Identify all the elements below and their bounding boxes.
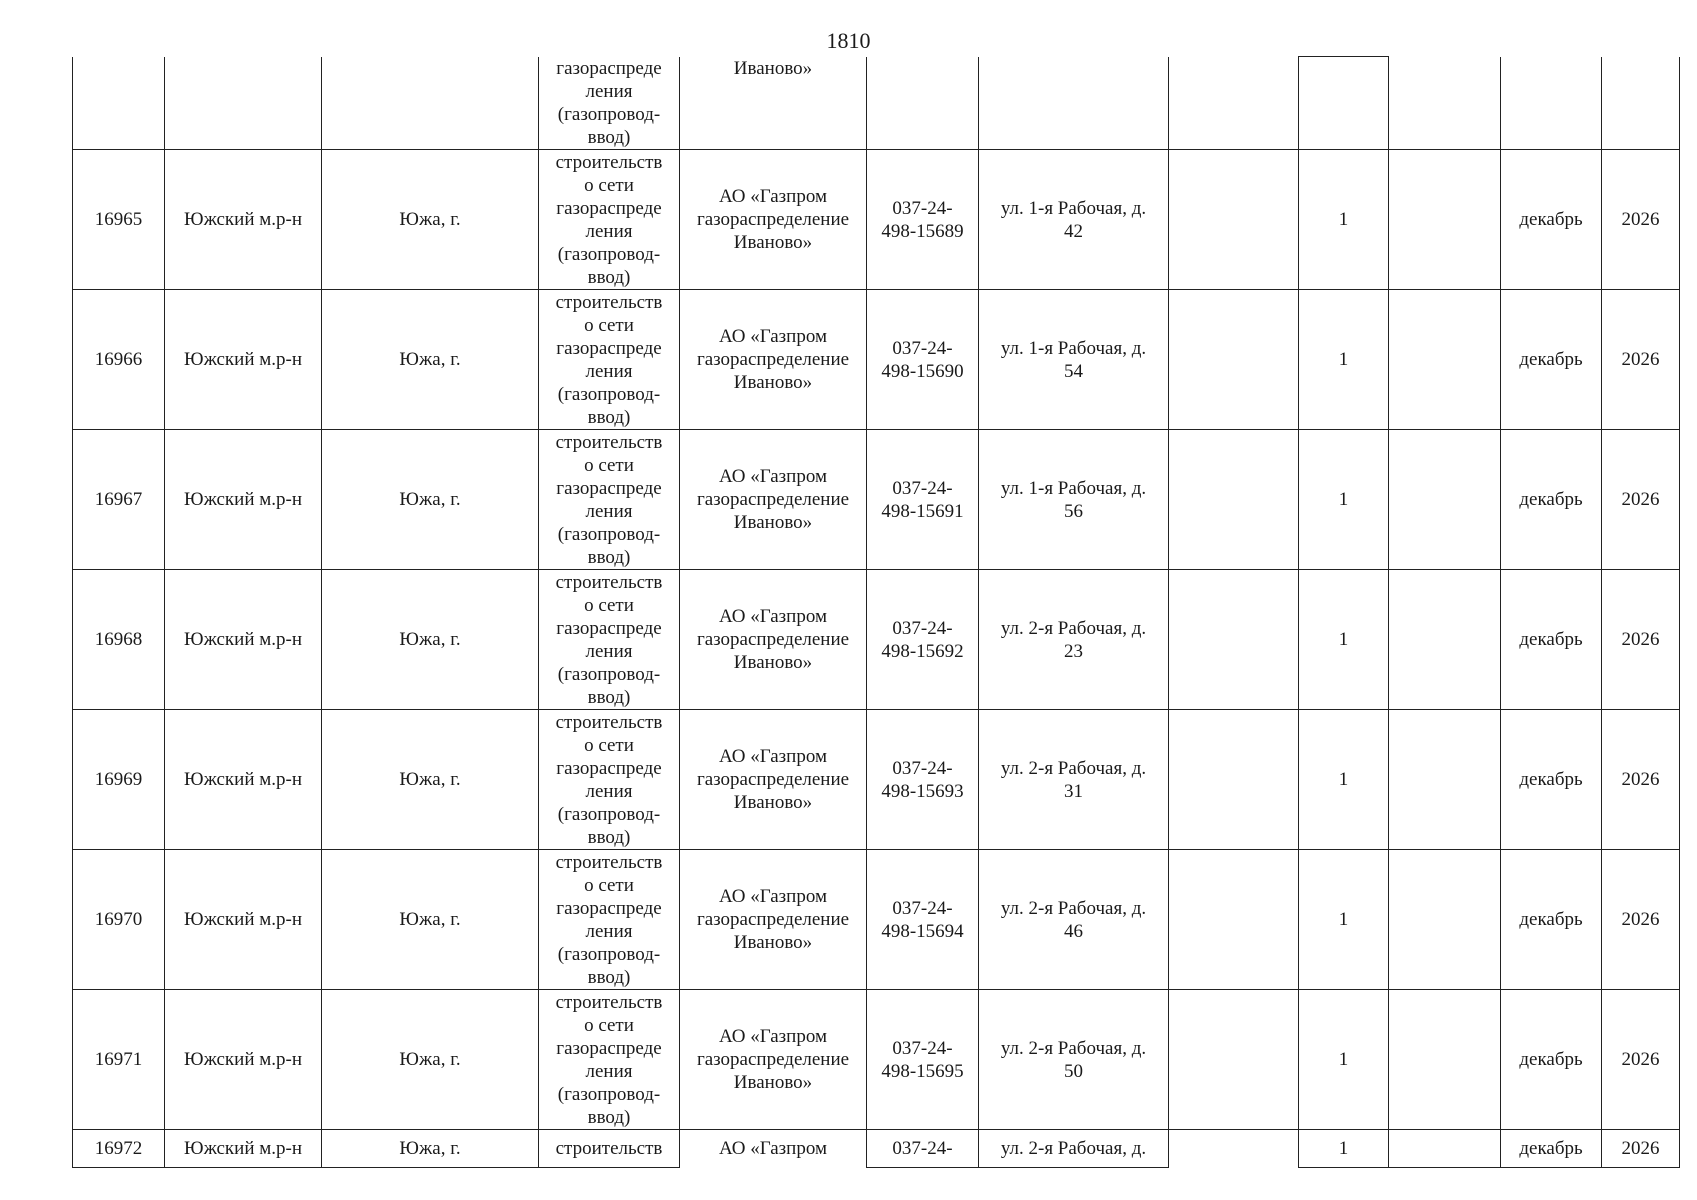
- cell-num: 16970: [73, 850, 165, 990]
- cell-city: Южа, г.: [322, 1130, 539, 1168]
- page-number: 1810: [826, 28, 871, 53]
- cell-count: 1: [1299, 290, 1389, 430]
- cell-type: строительств о сети газораспреде ления (газопровод- ввод): [539, 990, 680, 1130]
- table-row: [73, 430, 1680, 570]
- cell-year: 2026: [1602, 150, 1680, 290]
- cell-year: 2026: [1602, 290, 1680, 430]
- cell-org: Иваново»: [680, 57, 867, 150]
- cell-year: 2026: [1602, 1130, 1680, 1168]
- table-row: [73, 150, 1680, 290]
- cell-district: [165, 57, 322, 150]
- table-row: [73, 710, 1680, 850]
- cell-type: строительств о сети газораспреде ления (газопровод- ввод): [539, 150, 680, 290]
- cell-type: строительств о сети газораспреде ления (газопровод- ввод): [539, 570, 680, 710]
- cell-extra: [1169, 430, 1299, 570]
- table-row: [73, 290, 1680, 430]
- cell-num: [73, 57, 165, 150]
- cell-year: 2026: [1602, 710, 1680, 850]
- cell-address: ул. 2-я Рабочая, д. 23: [979, 570, 1169, 710]
- cell-year: 2026: [1602, 850, 1680, 990]
- cell-extra: [1169, 850, 1299, 990]
- cell-num: 16965: [73, 150, 165, 290]
- cell-extra: [1169, 710, 1299, 850]
- cell-extra: [1169, 57, 1299, 150]
- cell-district: Южский м.р-н: [165, 710, 322, 850]
- cell-month: декабрь: [1501, 1130, 1602, 1168]
- cell-city: Южа, г.: [322, 990, 539, 1130]
- cell-year: 2026: [1602, 430, 1680, 570]
- table-row: [73, 850, 1680, 990]
- cell-district: Южский м.р-н: [165, 570, 322, 710]
- cell-type: газораспреде ления (газопровод- ввод): [539, 57, 680, 150]
- cell-note: [1389, 990, 1501, 1130]
- cell-extra: [1169, 1130, 1299, 1168]
- cell-extra: [1169, 990, 1299, 1130]
- cell-count: [1299, 57, 1389, 150]
- table-row-tail: [73, 1130, 1680, 1168]
- cell-num: 16967: [73, 430, 165, 570]
- cell-org: АО «Газпром газораспределение Иваново»: [680, 850, 867, 990]
- cell-address: ул. 2-я Рабочая, д.: [979, 1130, 1169, 1168]
- cell-month: декабрь: [1501, 990, 1602, 1130]
- cell-code: 037-24- 498-15694: [867, 850, 979, 990]
- cell-org: АО «Газпром: [680, 1130, 867, 1168]
- cell-district: Южский м.р-н: [165, 430, 322, 570]
- cell-city: Южа, г.: [322, 710, 539, 850]
- registry-table: [72, 56, 1680, 1168]
- cell-address: ул. 2-я Рабочая, д. 50: [979, 990, 1169, 1130]
- cell-address: [979, 57, 1169, 150]
- cell-note: [1389, 570, 1501, 710]
- cell-city: Южа, г.: [322, 430, 539, 570]
- cell-district: Южский м.р-н: [165, 990, 322, 1130]
- cell-code: 037-24- 498-15690: [867, 290, 979, 430]
- cell-count: 1: [1299, 710, 1389, 850]
- cell-extra: [1169, 570, 1299, 710]
- cell-type: строительств о сети газораспреде ления (газопровод- ввод): [539, 290, 680, 430]
- table-body: [73, 57, 1680, 1168]
- cell-code: 037-24-: [867, 1130, 979, 1168]
- cell-code: [867, 57, 979, 150]
- cell-code: 037-24- 498-15695: [867, 990, 979, 1130]
- cell-type: строительств о сети газораспреде ления (газопровод- ввод): [539, 430, 680, 570]
- cell-note: [1389, 150, 1501, 290]
- cell-note: [1389, 290, 1501, 430]
- cell-code: 037-24- 498-15692: [867, 570, 979, 710]
- table-row: [73, 990, 1680, 1130]
- cell-month: декабрь: [1501, 710, 1602, 850]
- cell-code: 037-24- 498-15693: [867, 710, 979, 850]
- cell-count: 1: [1299, 850, 1389, 990]
- cell-city: Южа, г.: [322, 290, 539, 430]
- cell-month: декабрь: [1501, 850, 1602, 990]
- cell-note: [1389, 430, 1501, 570]
- cell-note: [1389, 850, 1501, 990]
- cell-type: строительств о сети газораспреде ления (газопровод- ввод): [539, 850, 680, 990]
- table-row-continued: [73, 57, 1680, 150]
- cell-month: декабрь: [1501, 290, 1602, 430]
- cell-city: Южа, г.: [322, 150, 539, 290]
- cell-count: 1: [1299, 990, 1389, 1130]
- table-row: [73, 570, 1680, 710]
- cell-num: 16969: [73, 710, 165, 850]
- cell-year: 2026: [1602, 570, 1680, 710]
- cell-year: [1602, 57, 1680, 150]
- cell-month: декабрь: [1501, 570, 1602, 710]
- cell-org: АО «Газпром газораспределение Иваново»: [680, 990, 867, 1130]
- cell-month: декабрь: [1501, 430, 1602, 570]
- cell-num: 16966: [73, 290, 165, 430]
- cell-city: Южа, г.: [322, 850, 539, 990]
- cell-city: [322, 57, 539, 150]
- cell-district: Южский м.р-н: [165, 150, 322, 290]
- cell-address: ул. 2-я Рабочая, д. 46: [979, 850, 1169, 990]
- cell-org: АО «Газпром газораспределение Иваново»: [680, 570, 867, 710]
- cell-type: строительств о сети газораспреде ления (газопровод- ввод): [539, 710, 680, 850]
- cell-city: Южа, г.: [322, 570, 539, 710]
- cell-district: Южский м.р-н: [165, 850, 322, 990]
- cell-num: 16971: [73, 990, 165, 1130]
- cell-district: Южский м.р-н: [165, 1130, 322, 1168]
- cell-address: ул. 1-я Рабочая, д. 42: [979, 150, 1169, 290]
- cell-extra: [1169, 150, 1299, 290]
- cell-code: 037-24- 498-15691: [867, 430, 979, 570]
- cell-month: [1501, 57, 1602, 150]
- cell-extra: [1169, 290, 1299, 430]
- cell-note: [1389, 57, 1501, 150]
- cell-code: 037-24- 498-15689: [867, 150, 979, 290]
- cell-num: 16972: [73, 1130, 165, 1168]
- cell-org: АО «Газпром газораспределение Иваново»: [680, 430, 867, 570]
- cell-district: Южский м.р-н: [165, 290, 322, 430]
- cell-count: 1: [1299, 570, 1389, 710]
- cell-count: 1: [1299, 430, 1389, 570]
- cell-address: ул. 1-я Рабочая, д. 54: [979, 290, 1169, 430]
- cell-address: ул. 2-я Рабочая, д. 31: [979, 710, 1169, 850]
- cell-org: АО «Газпром газораспределение Иваново»: [680, 710, 867, 850]
- cell-count: 1: [1299, 1130, 1389, 1168]
- cell-count: 1: [1299, 150, 1389, 290]
- cell-year: 2026: [1602, 990, 1680, 1130]
- cell-note: [1389, 1130, 1501, 1168]
- cell-type: строительств: [539, 1130, 680, 1168]
- cell-note: [1389, 710, 1501, 850]
- cell-month: декабрь: [1501, 150, 1602, 290]
- cell-address: ул. 1-я Рабочая, д. 56: [979, 430, 1169, 570]
- cell-org: АО «Газпром газораспределение Иваново»: [680, 290, 867, 430]
- cell-org: АО «Газпром газораспределение Иваново»: [680, 150, 867, 290]
- cell-num: 16968: [73, 570, 165, 710]
